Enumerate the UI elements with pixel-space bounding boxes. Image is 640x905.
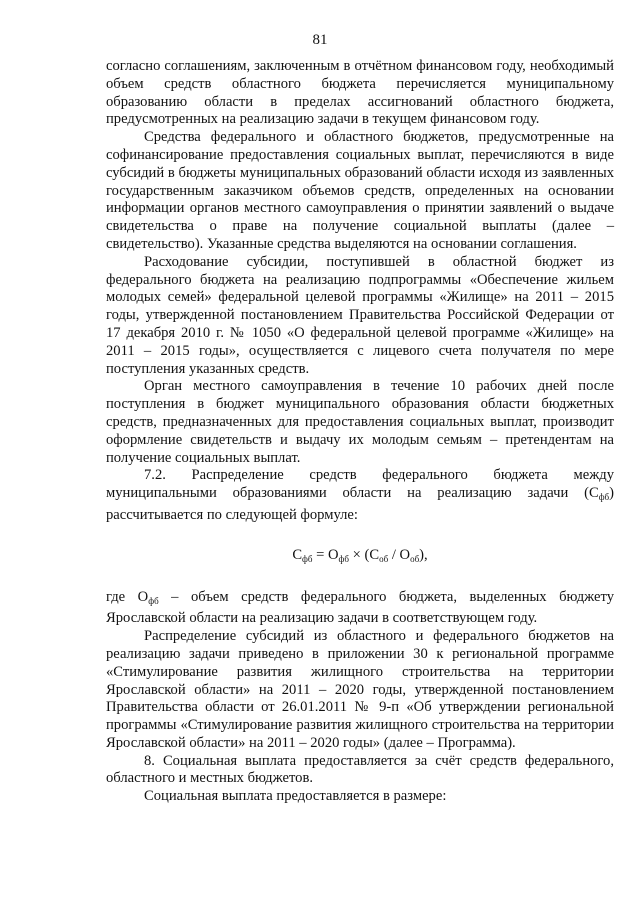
- paragraph-section-7-2: 7.2. Распределение средств федерального бюджета между муниципальными образованиями области на реализацию задачи $(С_{фб})$ рассчитывается по следующей формуле:: [106, 467, 614, 523]
- document-body: [106, 58, 614, 806]
- paragraph: Расходование субсидии, поступившей в областной бюджет из федерального бюджета на реализацию подпрограммы «Обеспечение жильем молодых семей» федеральной целевой программы «Жилище» на 2011 – 2015 годы, утвержденной постановлением Правительства Российской Федерации от 17 декабря 2010 г. № 1050 «О федеральной целевой программе «Жилище» на 2011 – 2015 годы», осуществляется с лицевого счета получателя по мере поступления указанных средств.: [106, 253, 614, 377]
- paragraph-section-8: 8. Социальная выплата предоставляется за счёт средств федерального, областного и местных бюджетов.: [106, 752, 614, 787]
- paragraph: Распределение субсидий из областного и федерального бюджетов на реализацию задачи приведено в приложении 30 к региональной программе «Стимулирование развития жилищного строительства на территории Ярославской области» на 2011 – 2020 годы, утвержденной постановлением Правительства области от 26.01.2011 № 9-п «Об утверждении региональной программы «Стимулирование развития жилищного строительства на территории Ярославской области» на 2011 – 2020 годы» (далее – Программа).: [106, 628, 614, 751]
- paragraph: Средства федерального и областного бюджетов, предусмотренные на софинансирование предоставления социальных выплат, перечисляются в виде субсидий в бюджеты муниципальных образований области исходя из заявленных государственным заказчиком объемов средств, определенных на основании информации органов местного самоуправления о принятии заявлений о выдаче свидетельства о праве на получение социальной выплаты (далее – свидетельство). Указанные средства выделяются на основании соглашения.: [106, 129, 614, 252]
- formula: $С_{фб} = О_{фб} \times (С_{об} / О_{об})$,: [292, 546, 428, 564]
- page-number: 81: [312, 32, 328, 48]
- paragraph: Орган местного самоуправления в течение 10 рабочих дней после поступления в бюджет муниципального образования области бюджетных средств, предназначенных для предоставления социальных выплат, производит оформление свидетельств и выдачу их молодым семьям – претендентам на получение социальных выплат.: [106, 378, 614, 466]
- paragraph: согласно соглашениям, заключенным в отчётном финансовом году, необходимый объем средств областного бюджета перечисляется муниципальному образованию области в пределах ассигнований областного бюджета, предусмотренных на реализацию задачи в текущем финансовом году.: [106, 58, 614, 128]
- paragraph: Социальная выплата предоставляется в размере:: [144, 788, 447, 805]
- paragraph-where: где $О_{фб}$ – объем средств федерального бюджета, выделенных бюджету Ярославской области на реализацию задачи в соответствующем году.: [106, 588, 614, 627]
